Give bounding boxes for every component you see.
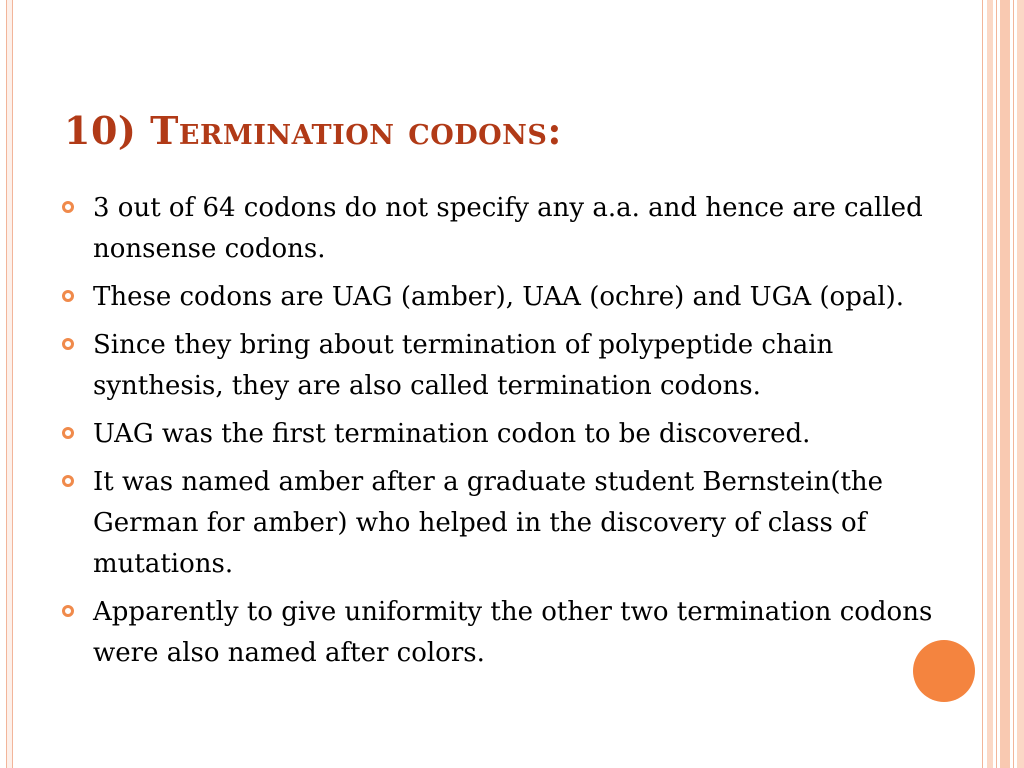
ring-bullet-icon — [62, 427, 74, 439]
ring-bullet-icon — [62, 201, 74, 213]
right-decorative-frame — [982, 0, 1024, 768]
bullet-text: Apparently to give uniformity the other two termination codons were also named after colors. — [93, 597, 933, 668]
bullet-item — [62, 414, 962, 455]
bullet-item — [62, 188, 962, 270]
bullet-list — [62, 188, 962, 681]
frame-line — [996, 0, 997, 768]
bullet-item — [62, 277, 962, 318]
orange-circle-decoration — [913, 640, 975, 702]
bullet-item — [62, 592, 962, 674]
bullet-text: It was named amber after a graduate student Bernstein(the German for amber) who helped in the discovery of class of mutations. — [93, 467, 884, 579]
bullet-text: 3 out of 64 codons do not specify any a.a. and hence are called nonsense codons. — [93, 193, 923, 264]
frame-band — [1000, 0, 1010, 768]
ring-bullet-icon — [62, 475, 74, 487]
bullet-text: These codons are UAG (amber), UAA (ochre) and UGA (opal). — [93, 282, 905, 312]
bullet-item — [62, 325, 962, 407]
ring-bullet-icon — [62, 290, 74, 302]
frame-band — [1017, 0, 1024, 768]
frame-line — [982, 0, 983, 768]
frame-line — [1013, 0, 1014, 768]
bullet-item — [62, 462, 962, 585]
bullet-text: UAG was the first termination codon to be discovered. — [93, 419, 811, 449]
frame-band — [987, 0, 993, 768]
ring-bullet-icon — [62, 338, 74, 350]
slide-title: 10) Termination codons: — [64, 108, 562, 153]
ring-bullet-icon — [62, 605, 74, 617]
bullet-text: Since they bring about termination of polypeptide chain synthesis, they are also called termination codons. — [93, 330, 834, 401]
left-decorative-frame — [6, 0, 13, 768]
